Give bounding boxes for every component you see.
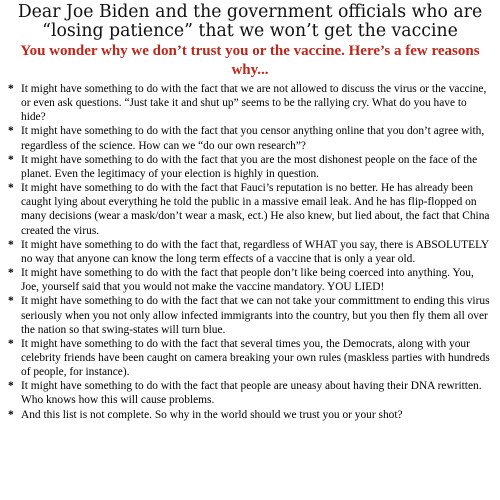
- bullet-marker: *: [8, 295, 14, 308]
- reason-text: It might have something to do with the fact that people are uneasy about having their DNA rewritten. Who knows how this will cause problems.: [21, 380, 482, 407]
- reason-text: And this list is not complete. So why in the world should we trust you or your shot?: [21, 408, 403, 421]
- heading-line-2: “losing patience” that we won’t get the vaccine: [42, 21, 458, 41]
- bullet-marker: *: [8, 238, 14, 251]
- bullet-marker: *: [8, 83, 14, 95]
- reasons-list: [6, 82, 494, 422]
- subheading: You wonder why we don’t trust you or the vaccine. Here’s a few reasons why...: [20, 43, 480, 78]
- bullet-marker: *: [8, 380, 14, 393]
- bullet-marker: *: [8, 267, 14, 280]
- bullet-marker: *: [8, 408, 14, 421]
- reason-item: [6, 337, 494, 379]
- reason-item: [6, 266, 494, 294]
- heading-line-1: Dear Joe Biden and the government officials who are: [17, 2, 483, 22]
- bullet-marker: *: [8, 153, 14, 166]
- bullet-marker: *: [8, 125, 14, 138]
- reason-text: It might have something to do with the fact that, regardless of WHAT you say, there is ABSOLUTELY no way that anyone can know the long term effects of a vaccine that is only a year old.: [21, 238, 489, 265]
- reason-item: [6, 181, 494, 238]
- reason-text: It might have something to do with the fact that we are not allowed to discuss the virus or the vaccine, or even ask questions. “Just take it and shut up” seems to be the rallying cry. What do you have to hide?: [21, 83, 487, 124]
- reason-item: [6, 379, 494, 407]
- reason-item: [6, 408, 494, 422]
- bullet-marker: *: [8, 182, 14, 195]
- reason-text: It might have something to do with the fact that we can not take your committment to ending this virus seriously when you not only allow infected immigrants into the country, but you then fly them all over the nation so that swing-states will turn blue.: [21, 295, 490, 336]
- reason-text: It might have something to do with the fact that Fauci’s reputation is no better. He has already been caught lying about everything he told the public in a massive email leak. And he has flip-flopped on many decisions (wear a mask/don’t wear a mask, ect.) He also knew, but lied about, the fact that China created the virus.: [21, 182, 490, 237]
- reason-item: [6, 82, 494, 124]
- reason-text: It might have something to do with the fact that you are the most dishonest people on the face of the planet. Even the legitimacy of your election is highly in question.: [21, 153, 478, 180]
- bullet-marker: *: [8, 337, 14, 350]
- reason-text: It might have something to do with the fact that people don’t like being coerced into anything. You, Joe, yourself said that you would not make the vaccine mandatory. YOU LIED!: [21, 267, 474, 294]
- reason-text: It might have something to do with the fact that several times you, the Democrats, along with your celebrity friends have been caught on camera breaking your own rules (maskless parties with hundreds of people, for instance).: [21, 337, 490, 379]
- reason-item: [6, 153, 494, 181]
- reason-text: It might have something to do with the fact that you censor anything online that you don’t agree with, regardless of the science. How can we “do our own research”?: [21, 125, 485, 152]
- reason-item: [6, 238, 494, 266]
- reason-item: [6, 294, 494, 336]
- reason-item: [6, 124, 494, 152]
